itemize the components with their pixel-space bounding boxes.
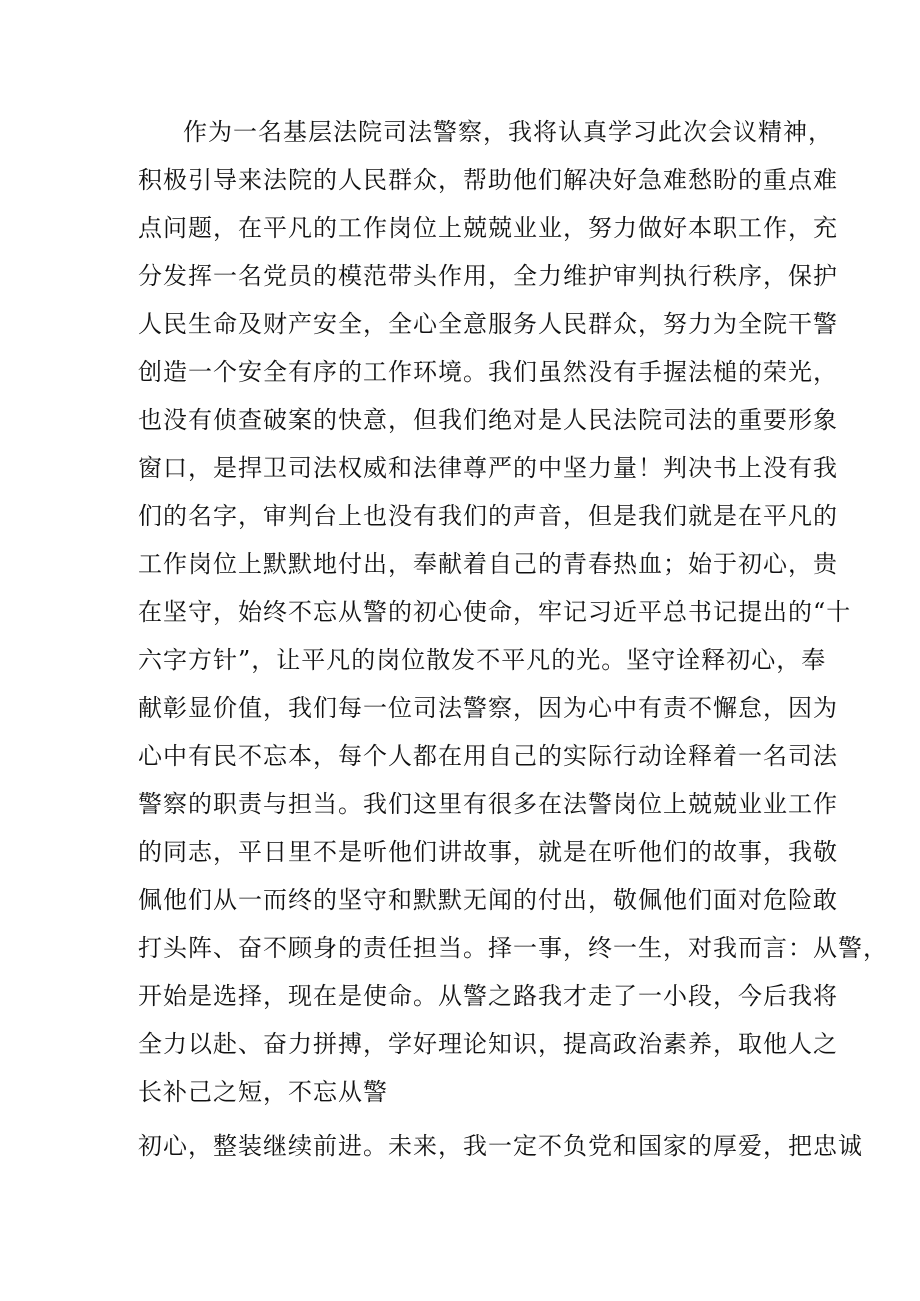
- text-line: 人民生命及财产安全，全心全意服务人民群众，努力为全院干警: [138, 310, 838, 338]
- text-line: 全力以赴、奋力拼搏，学好理论知识，提高政治素养，取他人之: [138, 1030, 838, 1058]
- text-line: 积极引导来法院的人民群众，帮助他们解决好急难愁盼的重点难: [138, 166, 838, 194]
- text-line: 窗口，是捍卫司法权威和法律尊严的中坚力量！判决书上没有我: [138, 454, 838, 482]
- text-line: 工作岗位上默默地付出，奉献着自己的青春热血；始于初心，贵: [138, 550, 838, 578]
- text-line: 心中有民不忘本，每个人都在用自己的实际行动诠释着一名司法: [138, 742, 838, 770]
- text-line: 初心，整装继续前进。未来，我一定不负党和国家的厚爱，把忠诚: [138, 1132, 863, 1160]
- text-line: 佩他们从一而终的坚守和默默无闻的付出，敬佩他们面对危险敢: [138, 886, 838, 914]
- text-line: 打头阵、奋不顾身的责任担当。择一事，终一生，对我而言：从警，: [138, 934, 888, 962]
- text-line: 们的名字，审判台上也没有我们的声音，但是我们就是在平凡的: [138, 502, 838, 530]
- text-line: 献彰显价值，我们每一位司法警察，因为心中有责不懈怠，因为: [138, 694, 838, 722]
- text-line: 也没有侦查破案的快意，但我们绝对是人民法院司法的重要形象: [138, 406, 838, 434]
- text-line: 作为一名基层法院司法警察，我将认真学习此次会议精神，: [183, 118, 833, 146]
- text-line: 在坚守，始终不忘从警的初心使命，牢记习近平总书记提出的“十: [138, 598, 852, 626]
- text-line: 点问题，在平凡的工作岗位上兢兢业业，努力做好本职工作，充: [138, 214, 838, 242]
- text-line: 警察的职责与担当。我们这里有很多在法警岗位上兢兢业业工作: [138, 790, 838, 818]
- text-line: 开始是选择，现在是使命。从警之路我才走了一小段，今后我将: [138, 982, 838, 1010]
- text-line: 的同志，平日里不是听他们讲故事，就是在听他们的故事，我敬: [138, 838, 838, 866]
- text-line: 分发挥一名党员的模范带头作用，全力维护审判执行秩序，保护: [138, 262, 838, 290]
- text-line: 创造一个安全有序的工作环境。我们虽然没有手握法槌的荣光，: [138, 358, 838, 386]
- text-line: 长补己之短，不忘从警: [138, 1078, 388, 1106]
- text-line: 六字方针”，让平凡的岗位散发不平凡的光。坚守诠释初心，奉: [138, 646, 827, 674]
